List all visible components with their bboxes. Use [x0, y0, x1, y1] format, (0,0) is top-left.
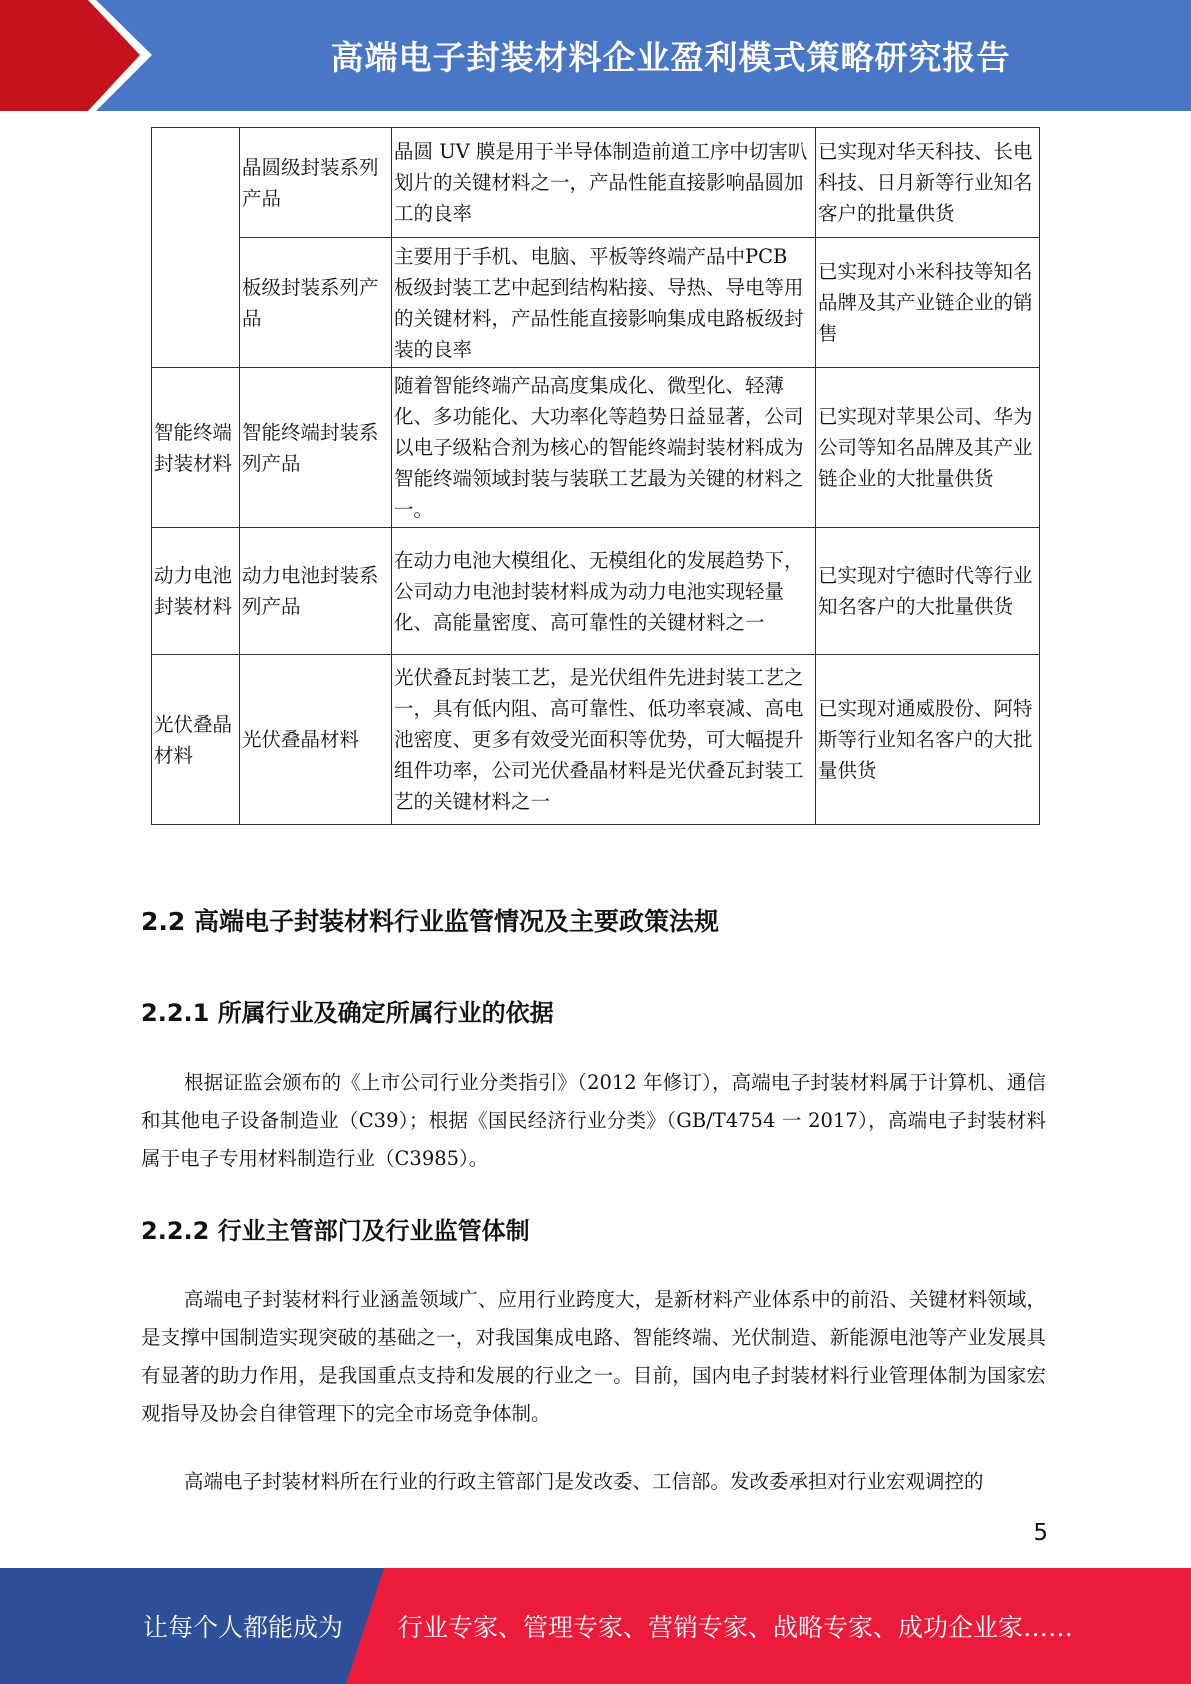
customers-cell: 已实现对华天科技、长电科技、日月新等行业知名客户的批量供货	[816, 128, 1040, 238]
section-heading-2-2-2: 2.2.2 行业主管部门及行业监管体制	[141, 1217, 530, 1245]
footer-slogan-right: 行业专家、管理专家、营销专家、战略专家、成功企业家……	[398, 1613, 1074, 1642]
customers-cell: 已实现对宁德时代等行业知名客户的大批量供货	[816, 528, 1040, 655]
table-row	[152, 368, 1040, 528]
description-cell: 在动力电池大模组化、无模组化的发展趋势下，公司动力电池封装材料成为动力电池实现轻量化、高能量密度、高可靠性的关键材料之一	[392, 528, 816, 655]
footer-slogan-left: 让每个人都能成为	[143, 1613, 344, 1642]
section-heading-2-2: 2.2 高端电子封装材料行业监管情况及主要政策法规	[141, 907, 719, 936]
description-cell: 随着智能终端产品高度集成化、微型化、轻薄化、多功能化、大功率化等趋势日益显著，公司以电子级粘合剂为核心的智能终端封装材料成为智能终端领域封装与装联工艺最为关键的材料之一。	[392, 368, 816, 528]
series-cell: 板级封装系列产品	[240, 238, 392, 368]
category-cell: 智能终端封装材料	[152, 368, 240, 528]
body-paragraph: 根据证监会颁布的《上市公司行业分类指引》（2012 年修订），高端电子封装材料属于计算机、通信和其他电子设备制造业（C39）；根据《国民经济行业分类》（GB/T4754 一 2017），高端电子封装材料属于电子专用材料制造行业（C3985）。	[141, 1071, 1046, 1170]
section-heading-2-2-1: 2.2.1 所属行业及确定所属行业的依据	[141, 999, 554, 1027]
series-cell: 智能终端封装系列产品	[240, 368, 392, 528]
page-footer	[0, 1568, 1191, 1684]
category-cell: 光伏叠晶材料	[152, 655, 240, 825]
table-row	[152, 655, 1040, 825]
customers-cell: 已实现对小米科技等知名品牌及其产业链企业的销售	[816, 238, 1040, 368]
series-cell: 动力电池封装系列产品	[240, 528, 392, 655]
series-cell: 光伏叠晶材料	[240, 655, 392, 825]
body-paragraph: 高端电子封装材料行业涵盖领域广、应用行业跨度大，是新材料产业体系中的前沿、关键材料领域，是支撑中国制造实现突破的基础之一，对我国集成电路、智能终端、光伏制造、新能源电池等产业发展具有显著的助力作用，是我国重点支持和发展的行业之一。目前，国内电子封装材料行业管理体制为国家宏观指导及协会自律管理下的完全市场竞争体制。	[141, 1288, 1046, 1425]
table-row	[152, 238, 1040, 368]
description-cell: 晶圆 UV 膜是用于半导体制造前道工序中切害叭划片的关键材料之一，产品性能直接影响晶圆加工的良率	[392, 128, 816, 238]
description-cell: 主要用于手机、电脑、平板等终端产品中PCB 板级封装工艺中起到结构粘接、导热、导电等用的关键材料，产品性能直接影响集成电路板级封装的良率	[392, 238, 816, 368]
category-cell: 动力电池封装材料	[152, 528, 240, 655]
table-row	[152, 128, 1040, 238]
product-table	[151, 127, 1040, 825]
customers-cell: 已实现对苹果公司、华为公司等知名品牌及其产业链企业的大批量供货	[816, 368, 1040, 528]
page-number: 5	[1033, 1520, 1048, 1546]
category-cell	[152, 128, 240, 368]
series-cell: 晶圆级封装系列产品	[240, 128, 392, 238]
table-row	[152, 528, 1040, 655]
report-title: 高端电子封装材料企业盈利模式策略研究报告	[330, 38, 1011, 77]
customers-cell: 已实现对通威股份、阿特斯等行业知名客户的大批量供货	[816, 655, 1040, 825]
description-cell: 光伏叠瓦封装工艺，是光伏组件先进封装工艺之一，具有低内阻、高可靠性、低功率衰减、高电池密度、更多有效受光面积等优势，可大幅提升组件功率，公司光伏叠晶材料是光伏叠瓦封装工艺的关键材料之一	[392, 655, 816, 825]
page-header	[0, 0, 1191, 111]
body-paragraph: 高端电子封装材料所在行业的行政主管部门是发改委、工信部。发改委承担对行业宏观调控的	[184, 1470, 984, 1493]
